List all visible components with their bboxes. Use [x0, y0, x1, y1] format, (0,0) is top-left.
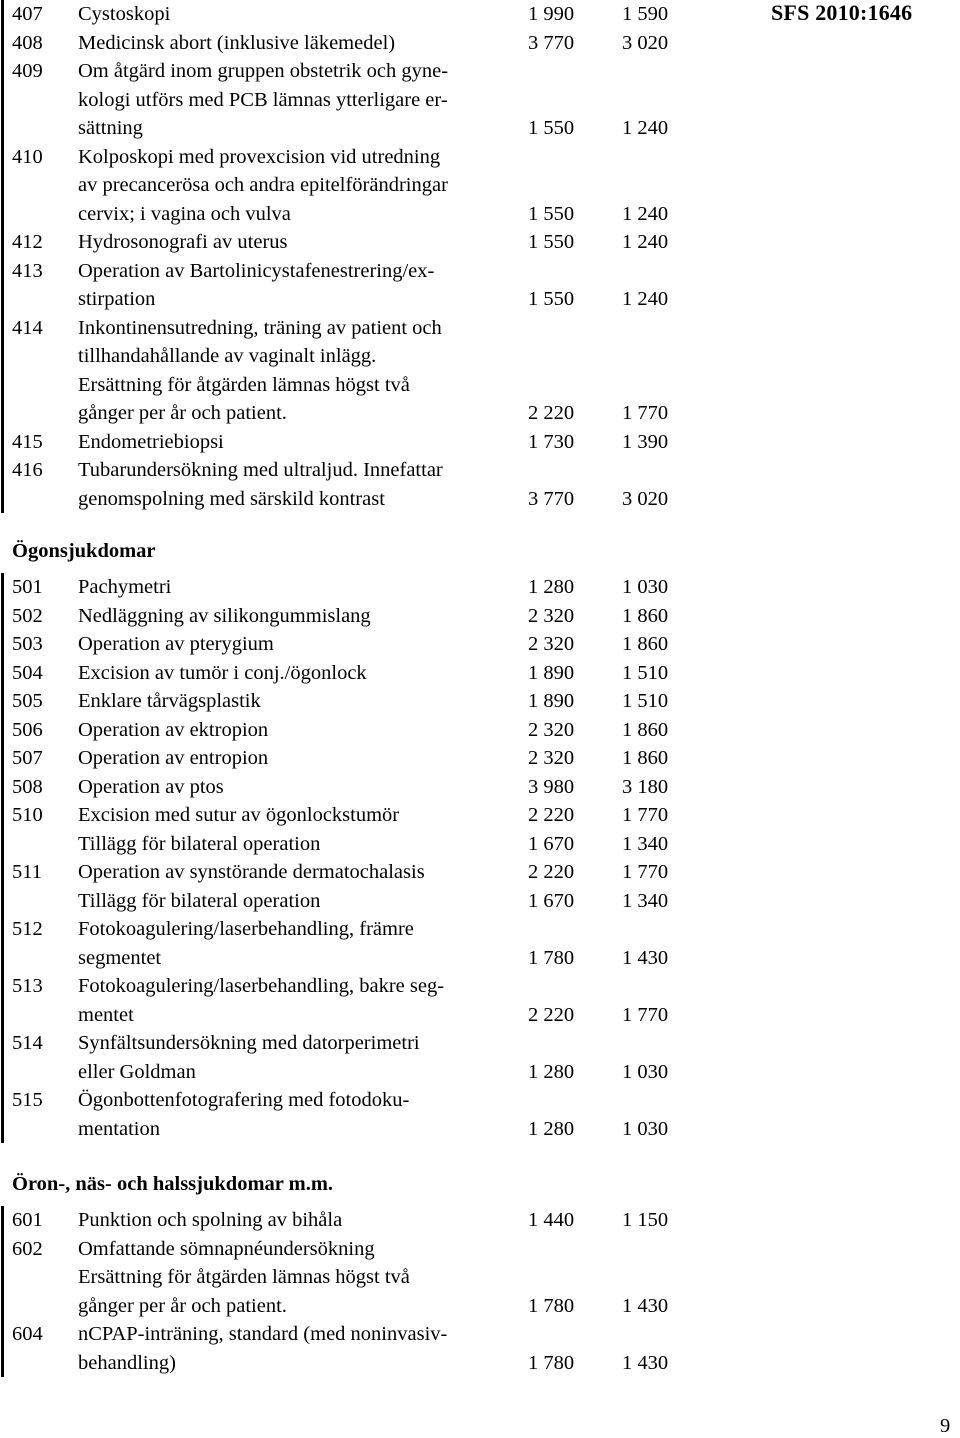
table-row: [0, 972, 700, 1029]
table-row: [0, 1086, 700, 1143]
fee-value-1: 1 670: [528, 832, 575, 855]
procedure-code: 412: [12, 231, 43, 253]
fee-value-2: 1 860: [622, 604, 669, 627]
procedure-code: 506: [12, 718, 43, 741]
fee-value-1: 1 990: [528, 3, 575, 25]
fee-value-2: 1 770: [622, 1003, 669, 1026]
fee-value-1: 3 770: [528, 31, 575, 54]
procedure-code: 504: [12, 661, 43, 684]
row-line: [0, 573, 700, 602]
table-row: [0, 1235, 700, 1321]
row-line: [0, 944, 700, 973]
section-heading: Ögonsjukdomar: [12, 540, 156, 562]
fee-value-1: 1 440: [528, 1209, 575, 1231]
fee-value-2: 3 020: [622, 487, 669, 510]
row-line: [0, 29, 700, 58]
fee-value-1: 1 550: [528, 231, 575, 253]
row-line: [0, 1086, 700, 1115]
row-line: [0, 659, 700, 688]
procedure-description: Operation av ptos: [78, 775, 224, 798]
procedure-code: 514: [12, 1032, 43, 1054]
fee-value-1: 2 320: [528, 633, 575, 655]
fee-value-1: 1 550: [528, 202, 575, 225]
procedure-code: 502: [12, 604, 43, 627]
procedure-description: Excision med sutur av ögonlockstumör: [78, 804, 400, 826]
fee-value-2: 1 240: [622, 288, 669, 310]
fee-value-1: 2 220: [528, 804, 575, 826]
row-line: [0, 1115, 700, 1144]
fee-value-2: 1 860: [622, 633, 669, 655]
table-row: [0, 830, 700, 859]
row-line: [0, 0, 700, 29]
row-line: [0, 1263, 700, 1292]
procedure-description: Endometriebiopsi: [78, 430, 224, 453]
row-line: [0, 1235, 700, 1264]
fee-value-2: 1 510: [622, 690, 669, 712]
procedure-description: Fotokoagulering/laserbehandling, främre: [78, 918, 414, 940]
table-row: [0, 573, 700, 602]
table-row: [0, 687, 700, 716]
procedure-description: Omfattande sömnapnéundersökning: [78, 1237, 375, 1260]
row-line: [0, 285, 700, 314]
fee-value-2: 1 430: [622, 1351, 669, 1374]
table-row: [0, 314, 700, 428]
procedure-description: Hydrosonografi av uterus: [78, 231, 288, 253]
procedure-code: 501: [12, 576, 43, 598]
procedure-description: Enklare tårvägsplastik: [78, 690, 261, 712]
row-line: [0, 1320, 700, 1349]
row-line: [0, 86, 700, 115]
fee-value-1: 1 280: [528, 1117, 575, 1140]
fee-value-1: 2 320: [528, 747, 575, 769]
fee-value-1: 1 550: [528, 288, 575, 310]
fee-value-2: 1 340: [622, 889, 669, 912]
table-row: [0, 143, 700, 229]
table-row: [0, 1320, 700, 1377]
procedure-description: av precancerösa och andra epitelförändringar: [78, 174, 448, 196]
page-number: 9: [940, 1415, 951, 1437]
procedure-description: Fotokoagulering/laserbehandling, bakre seg-: [78, 975, 445, 997]
procedure-code: 410: [12, 145, 43, 168]
procedure-description: segmentet: [78, 946, 162, 969]
table-row: [0, 228, 700, 257]
procedure-description: mentet: [78, 1003, 134, 1026]
procedure-description: eller Goldman: [78, 1060, 196, 1083]
table-row: [0, 773, 700, 802]
procedure-description: Tubarundersökning med ultraljud. Innefattar: [78, 459, 443, 481]
procedure-description: Operation av Bartolinicystafenestrering/ex-: [78, 259, 435, 282]
procedure-description: Operation av entropion: [78, 747, 269, 769]
row-line: [0, 428, 700, 457]
table-row: [0, 57, 700, 143]
procedure-description: Excision av tumör i conj./ögonlock: [78, 661, 367, 684]
fee-value-2: 1 430: [622, 946, 669, 969]
row-line: [0, 485, 700, 514]
procedure-description: Nedläggning av silikongummislang: [78, 604, 371, 627]
fee-value-2: 1 510: [622, 661, 669, 684]
row-line: [0, 1206, 700, 1235]
procedure-description: mentation: [78, 1117, 160, 1140]
procedure-code: 511: [12, 861, 42, 883]
procedure-description: behandling): [78, 1351, 176, 1374]
table-row: [0, 29, 700, 58]
procedure-description: Pachymetri: [78, 576, 172, 598]
fee-value-2: 3 020: [622, 31, 669, 54]
procedure-code: 513: [12, 975, 43, 997]
table-row: [0, 257, 700, 314]
fee-value-1: 1 550: [528, 117, 575, 139]
procedure-description: Tillägg för bilateral operation: [78, 889, 321, 912]
row-line: [0, 399, 700, 428]
row-line: [0, 716, 700, 745]
fee-table-section: [0, 0, 700, 513]
row-line: [0, 114, 700, 143]
fee-value-1: 1 280: [528, 1060, 575, 1083]
fee-value-1: 1 780: [528, 946, 575, 969]
row-line: [0, 1001, 700, 1030]
procedure-code: 408: [12, 31, 43, 54]
procedure-code: 413: [12, 259, 43, 282]
fee-value-1: 2 220: [528, 1003, 575, 1026]
row-line: [0, 830, 700, 859]
procedure-description: Operation av pterygium: [78, 633, 274, 655]
fee-value-2: 1 770: [622, 861, 669, 883]
procedure-description: nCPAP-inträning, standard (med noninvasiv-: [78, 1323, 448, 1345]
fee-value-1: 2 220: [528, 402, 575, 424]
fee-value-2: 1 390: [622, 430, 669, 453]
fee-value-1: 2 320: [528, 604, 575, 627]
procedure-description: gånger per år och patient.: [78, 1294, 287, 1317]
fee-value-2: 1 590: [622, 3, 669, 25]
procedure-code: 415: [12, 430, 43, 453]
procedure-description: stirpation: [78, 288, 156, 310]
row-line: [0, 1029, 700, 1058]
fee-value-1: 3 980: [528, 775, 575, 798]
procedure-description: Ögonbottenfotografering med fotodoku-: [78, 1089, 410, 1111]
row-line: [0, 1292, 700, 1321]
procedure-code: 416: [12, 459, 43, 481]
fee-value-2: 1 150: [622, 1209, 669, 1231]
row-line: [0, 228, 700, 257]
fee-value-2: 1 030: [622, 1117, 669, 1140]
procedure-description: Inkontinensutredning, träning av patient och: [78, 316, 442, 339]
table-row: [0, 887, 700, 916]
fee-value-1: 1 890: [528, 661, 575, 684]
row-line: [0, 171, 700, 200]
row-line: [0, 257, 700, 286]
table-row: [0, 801, 700, 830]
procedure-description: Ersättning för åtgärden lämnas högst två: [78, 1266, 410, 1288]
row-line: [0, 1349, 700, 1378]
row-line: [0, 456, 700, 485]
fee-value-2: 1 860: [622, 747, 669, 769]
fee-value-2: 1 770: [622, 804, 669, 826]
procedure-description: gånger per år och patient.: [78, 402, 287, 424]
procedure-code: 508: [12, 775, 43, 798]
table-row: [0, 744, 700, 773]
procedure-description: Medicinsk abort (inklusive läkemedel): [78, 31, 396, 54]
procedure-code: 505: [12, 690, 43, 712]
procedure-description: Kolposkopi med provexcision vid utredning: [78, 145, 441, 168]
table-row: [0, 716, 700, 745]
table-row: [0, 456, 700, 513]
table-row: [0, 1029, 700, 1086]
fee-value-2: 1 770: [622, 402, 669, 424]
procedure-code: 409: [12, 60, 43, 82]
procedure-description: tillhandahållande av vaginalt inlägg.: [78, 345, 377, 367]
row-line: [0, 342, 700, 371]
row-line: [0, 915, 700, 944]
fee-value-2: 3 180: [622, 775, 669, 798]
row-line: [0, 143, 700, 172]
procedure-description: Operation av synstörande dermatochalasis: [78, 861, 425, 883]
fee-value-2: 1 240: [622, 202, 669, 225]
fee-value-1: 2 320: [528, 718, 575, 741]
procedure-code: 407: [12, 3, 43, 25]
procedure-description: Operation av ektropion: [78, 718, 269, 741]
section-heading: Öron-, näs- och halssjukdomar m.m.: [12, 1173, 334, 1195]
procedure-code: 601: [12, 1209, 43, 1231]
procedure-description: Tillägg för bilateral operation: [78, 832, 321, 855]
procedure-description: sättning: [78, 117, 143, 139]
fee-value-2: 1 030: [622, 1060, 669, 1083]
table-row: [0, 915, 700, 972]
sfs-number: SFS 2010:1646: [771, 0, 913, 25]
row-line: [0, 744, 700, 773]
table-row: [0, 1206, 700, 1235]
procedure-code: 503: [12, 633, 43, 655]
row-line: [0, 887, 700, 916]
procedure-description: kologi utförs med PCB lämnas ytterligare er-: [78, 88, 448, 111]
procedure-code: 602: [12, 1237, 43, 1260]
row-line: [0, 57, 700, 86]
procedure-description: Cystoskopi: [78, 3, 171, 25]
fee-value-1: 1 780: [528, 1351, 575, 1374]
table-row: [0, 659, 700, 688]
fee-value-2: 1 240: [622, 231, 669, 253]
row-line: [0, 687, 700, 716]
procedure-description: genomspolning med särskild kontrast: [78, 487, 385, 510]
fee-value-1: 3 770: [528, 487, 575, 510]
row-line: [0, 972, 700, 1001]
procedure-description: Om åtgärd inom gruppen obstetrik och gyne-: [78, 60, 449, 82]
fee-value-2: 1 430: [622, 1294, 669, 1317]
procedure-description: Ersättning för åtgärden lämnas högst två: [78, 373, 410, 396]
fee-value-1: 1 670: [528, 889, 575, 912]
procedure-code: 512: [12, 918, 43, 940]
procedure-description: cervix; i vagina och vulva: [78, 202, 291, 225]
row-line: [0, 630, 700, 659]
procedure-code: 515: [12, 1089, 43, 1111]
fee-value-2: 1 340: [622, 832, 669, 855]
row-line: [0, 801, 700, 830]
fee-table-section: [0, 573, 700, 1143]
table-row: [0, 0, 700, 29]
fee-value-2: 1 240: [622, 117, 669, 139]
table-row: [0, 602, 700, 631]
table-row: [0, 858, 700, 887]
table-row: [0, 428, 700, 457]
row-line: [0, 200, 700, 229]
fee-value-1: 1 280: [528, 576, 575, 598]
row-line: [0, 773, 700, 802]
procedure-description: Punktion och spolning av bihåla: [78, 1209, 343, 1231]
fee-table-section: [0, 1206, 700, 1377]
fee-value-2: 1 860: [622, 718, 669, 741]
row-line: [0, 602, 700, 631]
fee-value-1: 1 890: [528, 690, 575, 712]
row-line: [0, 314, 700, 343]
table-row: [0, 630, 700, 659]
procedure-code: 414: [12, 316, 43, 339]
row-line: [0, 858, 700, 887]
procedure-code: 507: [12, 747, 43, 769]
fee-value-1: 1 780: [528, 1294, 575, 1317]
procedure-code: 604: [12, 1323, 43, 1345]
procedure-code: 510: [12, 804, 43, 826]
row-line: [0, 371, 700, 400]
fee-value-1: 2 220: [528, 861, 575, 883]
row-line: [0, 1058, 700, 1087]
procedure-description: Synfältsundersökning med datorperimetri: [78, 1032, 420, 1054]
fee-value-1: 1 730: [528, 430, 575, 453]
fee-value-2: 1 030: [622, 576, 669, 598]
